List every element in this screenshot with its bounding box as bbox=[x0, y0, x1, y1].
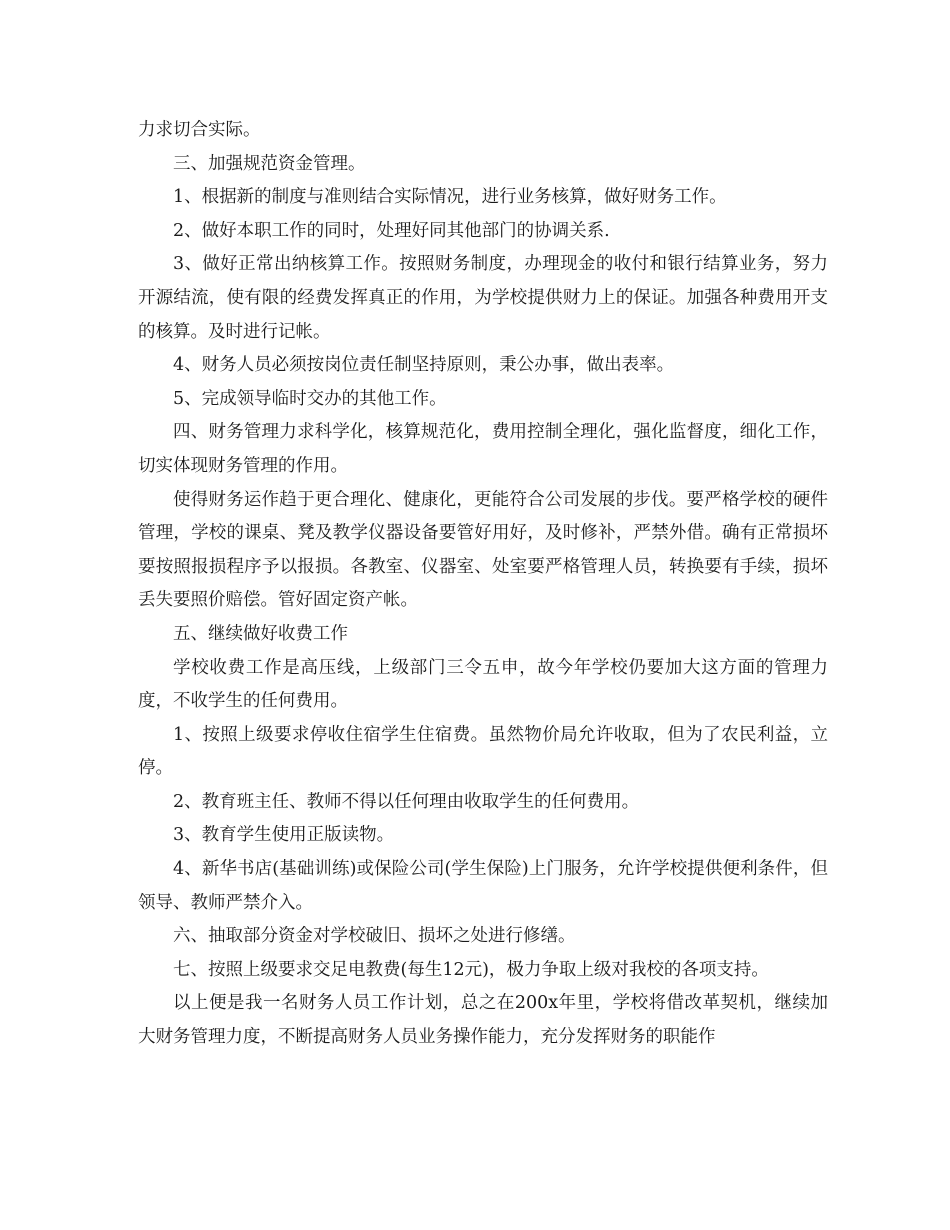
list-item-5-2: 2、教育班主任、教师不得以任何理由收取学生的任何费用。 bbox=[173, 791, 640, 812]
list-item-5-4: 4、新华书店(基础训练)或保险公司(学生保险)上门服务，允许学校提供便利条件，但领导、教师严禁介入。 bbox=[138, 859, 828, 913]
paragraph-conclusion: 以上便是我一名财务人员工作计划，总之在200x年里，学校将借改革契机，继续加大财务管理力度，不断提高财务人员业务操作能力，充分发挥财务的职能作 bbox=[138, 993, 828, 1048]
paragraph-continuation: 力求切合实际。 bbox=[138, 120, 261, 140]
list-item-3-3: 3、做好正常出纳核算工作。按照财务制度，办理现金的收付和银行结算业务，努力开源结流，使有限的经费发挥真正的作用，为学校提供财力上的保证。加强各种费用开支的核算。及时进行记帐。 bbox=[138, 254, 828, 342]
list-item-3-4: 4、财务人员必须按岗位责任制坚持原则，秉公办事，做出表率。 bbox=[173, 355, 675, 376]
paragraph-asset-management: 使得财务运作趋于更合理化、健康化，更能符合公司发展的步伐。要严格学校的硬件管理，学校的课桌、凳及教学仪器设备要管好用好，及时修补，严禁外借。确有正常损坏要按照报损程序予以报损。各教室、仪器室、处室要严格管理人员，转换要有手续，损坏丢失要照价赔偿。管好固定资产帐。 bbox=[138, 489, 828, 611]
section-heading-4: 四、财务管理力求科学化，核算规范化，费用控制全理化，强化监督度，细化工作，切实体现财务管理的作用。 bbox=[138, 422, 828, 476]
list-item-3-1: 1、根据新的制度与准则结合实际情况，进行业务核算，做好财务工作。 bbox=[173, 187, 727, 208]
list-item-5-3: 3、教育学生使用正版读物。 bbox=[173, 825, 395, 846]
section-heading-5: 五、继续做好收费工作 bbox=[173, 623, 348, 644]
section-heading-7: 七、按照上级要求交足电教费(每生12元)，极力争取上级对我校的各项支持。 bbox=[173, 959, 769, 980]
section-heading-6: 六、抽取部分资金对学校破旧、损坏之处进行修缮。 bbox=[173, 926, 576, 947]
list-item-3-2: 2、做好本职工作的同时，处理好同其他部门的协调关系. bbox=[173, 220, 610, 241]
list-item-3-5: 5、完成领导临时交办的其他工作。 bbox=[173, 388, 447, 409]
document-body bbox=[138, 114, 828, 1055]
list-item-5-1: 1、按照上级要求停收住宿学生住宿费。虽然物价局允许收取，但为了农民利益，立停。 bbox=[138, 724, 828, 779]
section-heading-3: 三、加强规范资金管理。 bbox=[173, 153, 366, 174]
paragraph-fee-policy: 学校收费工作是高压线，上级部门三令五申，故今年学校仍要加大这方面的管理力度，不收学生的任何费用。 bbox=[138, 657, 828, 712]
